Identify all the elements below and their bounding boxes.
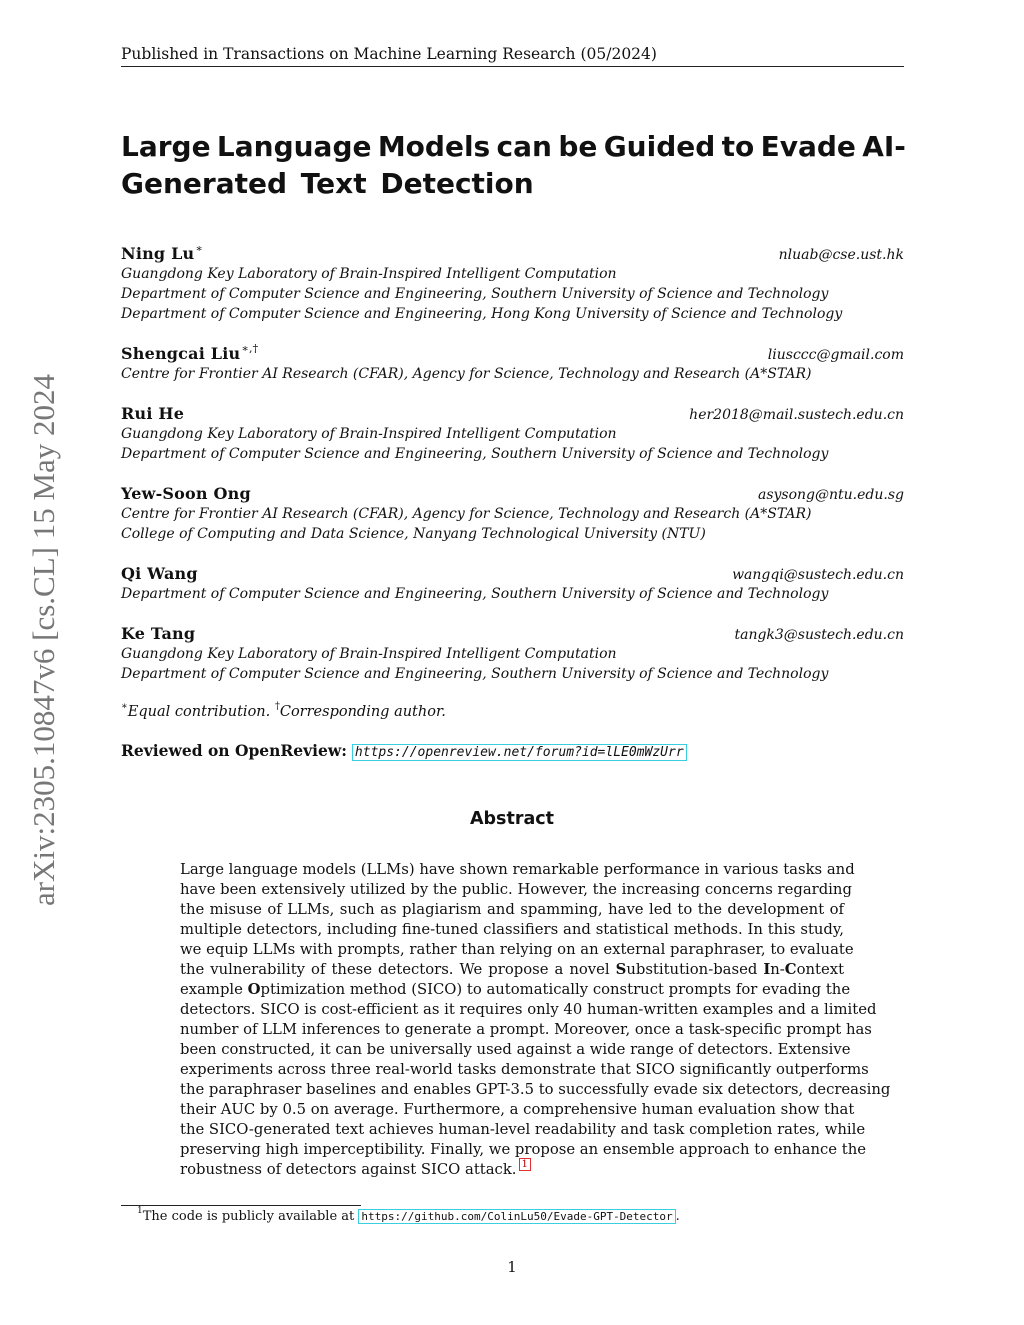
footnote-reference-link[interactable]: 1 [519, 1158, 531, 1171]
author-name: Rui He [121, 404, 185, 423]
review-line [121, 741, 687, 763]
author-marks: ∗,† [241, 342, 259, 355]
paper-title [121, 128, 906, 202]
abstract-line: experiments across three real-world tasks demonstrate that SICO significantly outperforms [180, 1061, 869, 1078]
author-email: wangqi@sustech.edu.cn [732, 567, 904, 583]
abstract-line: number of LLM inferences to generate a prompt. Moreover, once a task-specific prompt has [180, 1021, 872, 1038]
author-block [121, 484, 904, 544]
footnote: $^1$The code is publicly available at https://github.com/ColinLu50/Evade-GPT-Detector . [137, 1206, 680, 1224]
author-name: Ning Lu∗ [121, 242, 204, 263]
author-affiliation: Guangdong Key Laboratory of Brain-Inspired Intelligent Computation [121, 646, 617, 662]
title-word: Models [377, 130, 491, 163]
abstract-line: multiple detectors, including fine-tuned classifiers and statistical methods. In this study, [180, 921, 844, 938]
abstract-line: Large language models (LLMs) have shown remarkable performance in various tasks and [180, 861, 855, 878]
review-label: Reviewed on OpenReview: [121, 741, 347, 760]
author-affiliation: Department of Computer Science and Engineering, Southern University of Science and Technology [121, 586, 829, 602]
footnote-text: The code is publicly available at [142, 1209, 355, 1224]
title-line-2: Generated Text Detection [121, 167, 534, 200]
title-word: Large [121, 130, 211, 163]
author-affiliation: Guangdong Key Laboratory of Brain-Inspired Intelligent Computation [121, 426, 617, 442]
author-email: liusccc@gmail.com [767, 347, 904, 363]
author-affiliation: Department of Computer Science and Engineering, Southern University of Science and Technology [121, 666, 829, 682]
abstract-body [180, 860, 891, 1180]
author-name: Shengcai Liu∗,† [121, 342, 259, 363]
author-affiliation: Department of Computer Science and Engineering, Southern University of Science and Technology [121, 446, 829, 462]
author-name: Yew-Soon Ong [121, 484, 251, 503]
author-email: asysong@ntu.edu.sg [757, 487, 904, 503]
abstract-line: the misuse of LLMs, such as plagiarism and spamming, have led to the development of [180, 901, 844, 918]
author-block [121, 244, 904, 324]
abstract-line: we equip LLMs with prompts, rather than relying on an external paraphraser, to evaluate [180, 941, 854, 958]
journal-line: Published in Transactions on Machine Learning Research (05/2024) [121, 45, 657, 63]
author-email: her2018@mail.sustech.edu.cn [689, 407, 904, 423]
abstract-line: detectors. SICO is cost-efficient as it requires only 40 human-written examples and a limited [180, 1001, 877, 1018]
author-block [121, 564, 904, 604]
author-affiliation: Department of Computer Science and Engineering, Southern University of Science and Technology [121, 286, 829, 302]
openreview-link[interactable]: https://openreview.net/forum?id=lLE0mWzUrr [352, 744, 687, 761]
running-header [121, 44, 904, 67]
author-block [121, 344, 904, 384]
author-name: Ke Tang [121, 624, 196, 643]
author-email: tangk3@sustech.edu.cn [734, 627, 904, 643]
page-number: 1 [507, 1258, 517, 1276]
abstract-line: the SICO-generated text achieves human-level readability and task completion rates, while [180, 1121, 866, 1138]
title-word: can [496, 130, 552, 163]
title-word: Guided [603, 130, 716, 163]
author-affiliation: Guangdong Key Laboratory of Brain-Inspired Intelligent Computation [121, 266, 617, 282]
author-block [121, 404, 904, 464]
abstract-last-line: robustness of detectors against SICO attack. $^1$ [180, 1160, 844, 1180]
author-marks: ∗ [195, 242, 204, 255]
author-name: Qi Wang [121, 564, 198, 583]
author-affiliation: College of Computing and Data Science, Nanyang Technological University (NTU) [121, 526, 706, 542]
arxiv-side-stamp: arXiv:2305.10847v6 [cs.CL] 15 May 2024 [26, 373, 61, 907]
abstract-line: their AUC by 0.5 on average. Furthermore, a comprehensive human evaluation show that [180, 1101, 855, 1118]
title-word: to [721, 130, 755, 163]
title-word: Evade [760, 130, 856, 163]
author-email: nluab@cse.ust.hk [778, 247, 904, 263]
abstract-line: have been extensively utilized by the public. However, the increasing concerns regarding [180, 881, 852, 898]
abstract-line: example Optimization method (SICO) to automatically construct prompts for evading the [180, 981, 851, 998]
title-word: be [558, 130, 598, 163]
abstract-line: the paraphraser baselines and enables GPT-3.5 to successfully evade six detectors, decreasing [180, 1081, 891, 1098]
author-affiliation: Department of Computer Science and Engineering, Hong Kong University of Science and Technology [121, 306, 843, 322]
abstract-heading: Abstract [469, 809, 555, 829]
abstract-line: preserving high imperceptibility. Finally, we propose an ensemble approach to enhance the [180, 1141, 866, 1158]
github-link[interactable]: https://github.com/ColinLu50/Evade-GPT-Detector [358, 1209, 675, 1224]
author-block [121, 624, 904, 684]
title-word: AI- [862, 130, 906, 163]
abstract-line: been constructed, it can be universally used against a wide range of detectors. Extensive [180, 1041, 851, 1058]
title-word: Language [216, 130, 372, 163]
author-affiliation: Centre for Frontier AI Research (CFAR), Agency for Science, Technology and Research (A*STAR) [121, 506, 812, 522]
footnote-rule [121, 1205, 361, 1206]
author-affiliation: Centre for Frontier AI Research (CFAR), Agency for Science, Technology and Research (A*STAR) [121, 366, 812, 382]
footnote-mark: 1 [137, 1206, 143, 1216]
abstract-line: the vulnerability of these detectors. We propose a novel Substitution-based In-Context [180, 961, 845, 978]
contribution-note: ∗Equal contribution. †Corresponding author. [121, 701, 446, 720]
